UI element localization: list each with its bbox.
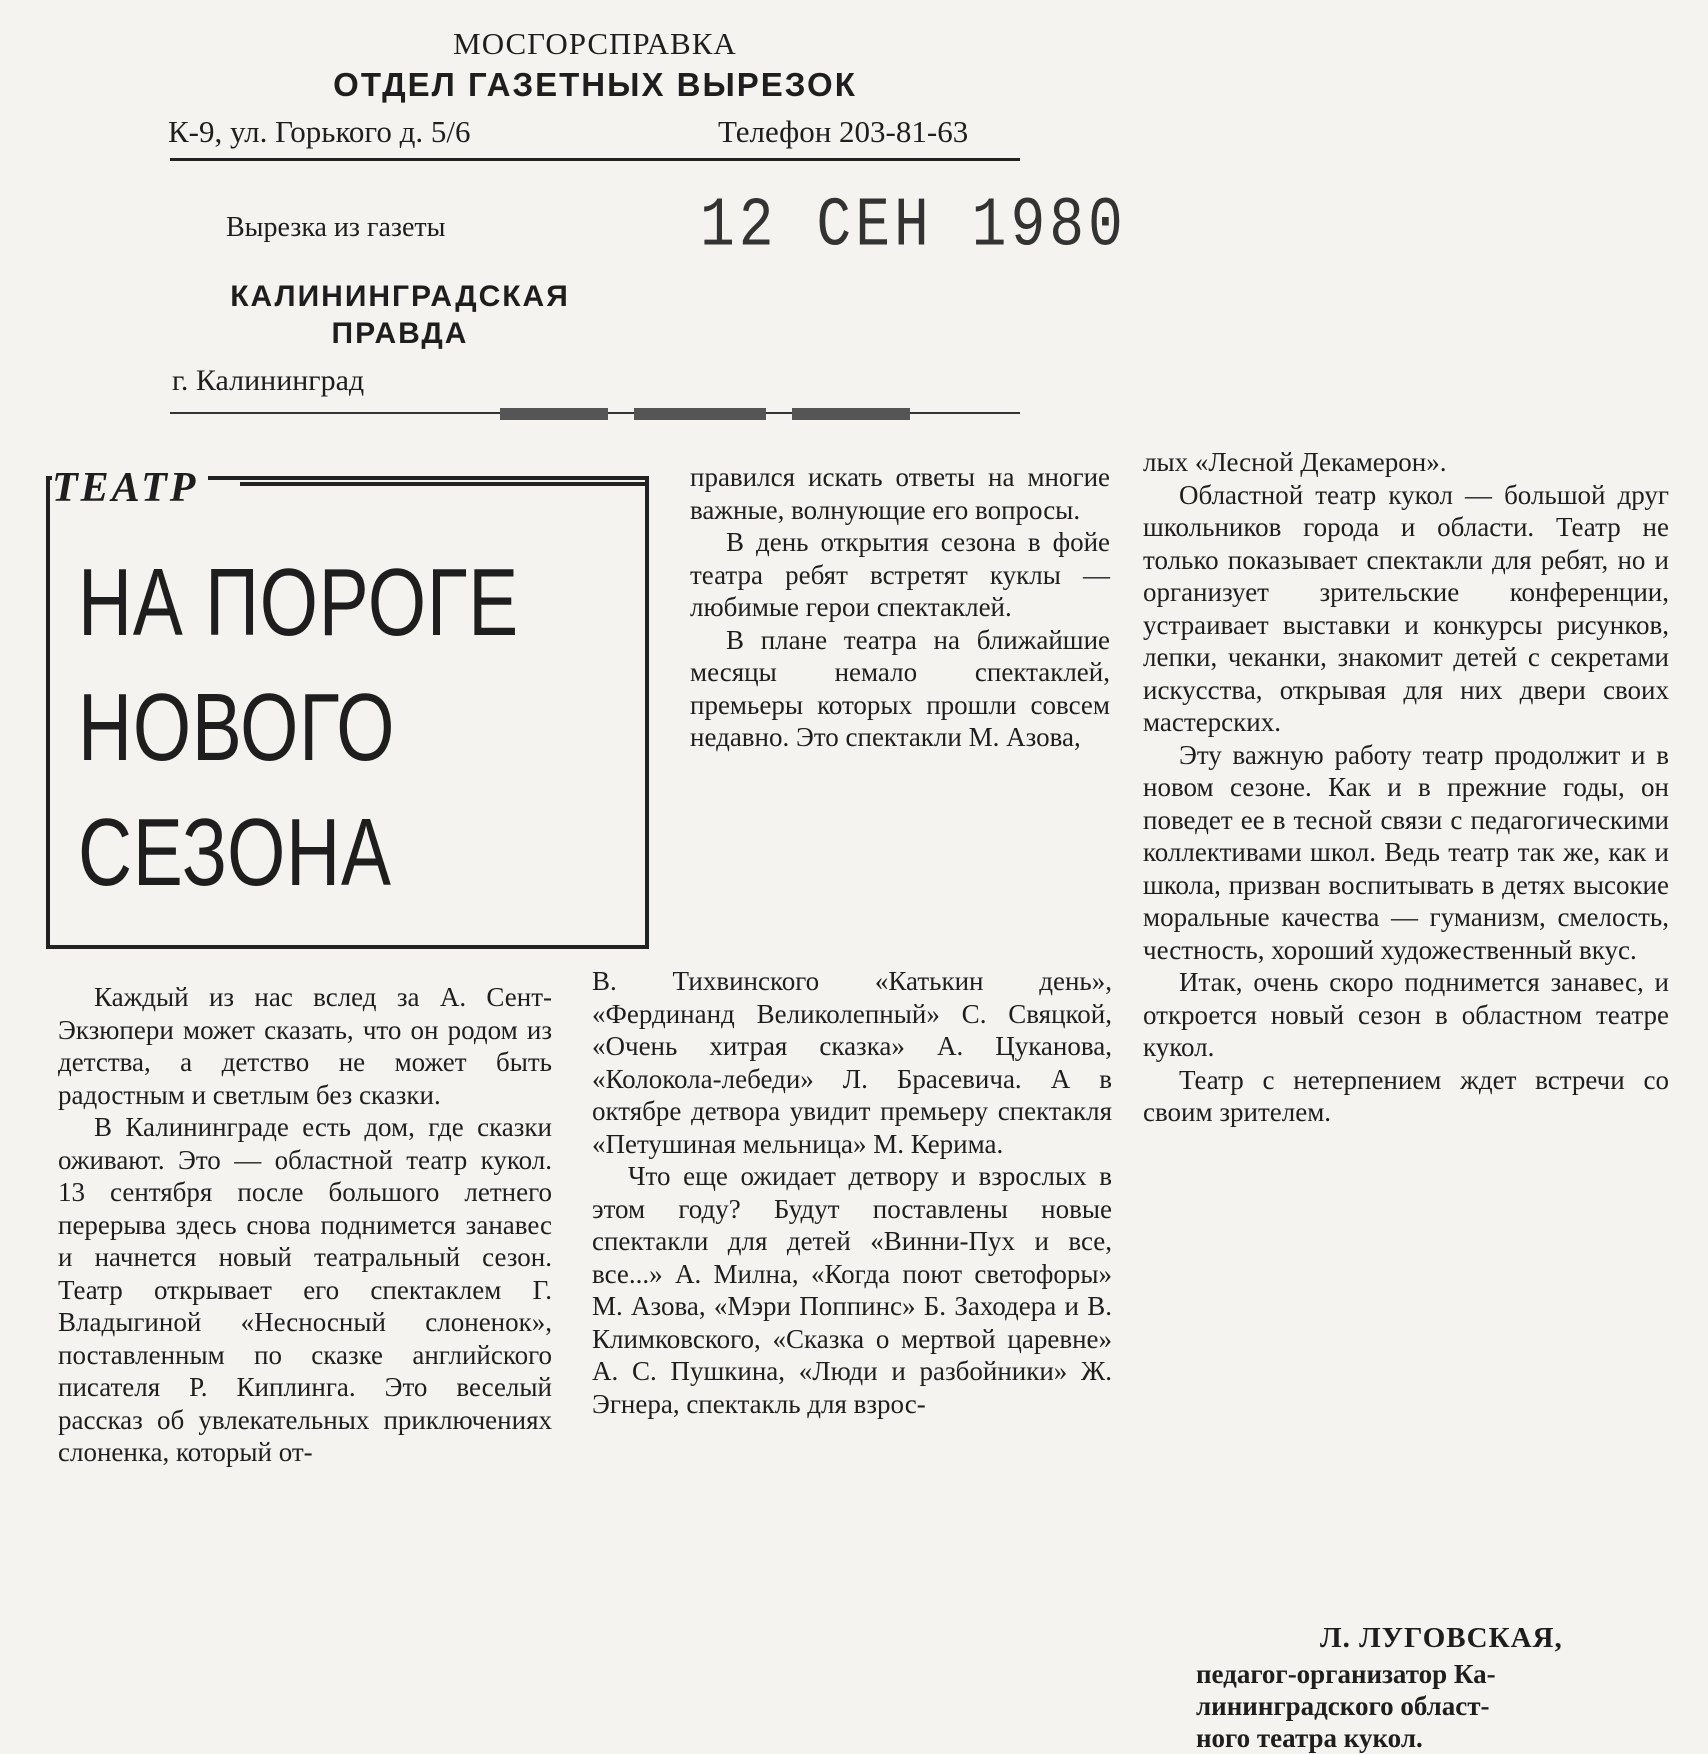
article-column-2-top <box>690 461 1110 754</box>
paragraph: В. Тихвинского «Катькин день», «Фердинанд Великолепный» С. Свяцкой, «Очень хитрая сказка» А. Цуканова, «Колокола-лебеди» Л. Брасевича. А в октябре детвора увидит премьеру спектакля «Петушиная мельница» М. Керима. <box>592 966 1112 1159</box>
headline-line: СЕЗОНА <box>78 799 392 906</box>
headline-line: НА ПОРОГЕ <box>78 549 519 656</box>
paragraph: В плане театра на ближайшие месяцы немало спектаклей, премьеры которых прошли совсем недавно. Это спектакли М. Азова, <box>690 624 1110 752</box>
newspaper-name-line: ПРАВДА <box>331 317 469 350</box>
paragraph: правился искать ответы на многие важные, волнующие его вопросы. <box>690 462 1110 525</box>
paragraph: В Калининграде есть дом, где сказки оживают. Это — областной театр кукол. 13 сентября после большого летнего перерыва здесь снова поднимется занавес и начнется новый театральный сезон. Театр открывает его спектаклем Г. Владыгиной «Несносный слоненок», поставленным по сказке английского писателя Р. Киплинга. Это веселый рассказ об увлекательных приключениях слоненка, который от- <box>58 1112 552 1467</box>
article-column-3 <box>1143 446 1669 1129</box>
author-role <box>1196 1658 1636 1754</box>
author-role-line: педагог-организатор Ка- <box>1196 1659 1496 1689</box>
paragraph: В день открытия сезона в фойе театра ребят встретят куклы — любимые герои спектаклей. <box>690 527 1110 622</box>
headline-line: НОВОГО <box>78 674 396 781</box>
paragraph: Что еще ожидает детвору и взрослых в этом году? Будут поставлены новые спектакли для детей «Винни-Пух и все, все...» А. Милна, «Когда поют светофоры» М. Азова, «Мэри Поппинс» Б. Заходера и В. Климковского, «Сказка о мертвой царевне» А. С. Пушкина, «Люди и разбойники» Ж. Эгнера, спектакль для взрос- <box>592 1161 1112 1419</box>
ink-smear <box>634 408 766 420</box>
article-column-2-bottom <box>592 965 1112 1420</box>
article-column-1 <box>58 981 552 1469</box>
author-role-line: лининградского област- <box>1196 1691 1490 1721</box>
newspaper-name-line: КАЛИНИНГРАДСКАЯ <box>230 280 570 313</box>
clipping-label: Вырезка из газеты <box>226 212 446 243</box>
paragraph: Эту важную работу театр продолжит и в новом сезоне. Как и в прежние годы, он поведет ее в тесной связи с педагогическими коллективами школ. Ведь театр так же, как и школа, призван воспитывать в детях высокие моральные качества — гуманизм, смелость, честность, хороший художественный вкус. <box>1143 739 1669 965</box>
newspaper-name <box>180 278 620 352</box>
paragraph: Областной театр кукол — большой друг школьников города и области. Театр не только показывает спектакли для ребят, но и организует зрительские конференции, устраивает выставки и конкурсы рисунков, лепки, чеканки, знакомит детей с секретами искусства, открывая для них двери своих мастерских. <box>1143 479 1669 737</box>
rubric-rule <box>240 482 645 486</box>
header-divider <box>170 158 1020 161</box>
paragraph: лых «Лесной Декамерон». <box>1143 447 1447 477</box>
author-role-line: ного театра кукол. <box>1196 1723 1423 1753</box>
headline <box>78 540 519 915</box>
address: К-9, ул. Горького д. 5/6 <box>168 114 471 149</box>
ink-smear <box>792 408 910 420</box>
paragraph: Каждый из нас вслед за А. Сент-Экзюпери может сказать, что он родом из детства, а детство не может быть радостным и светлым без сказки. <box>58 982 552 1110</box>
department-name: ОТДЕЛ ГАЗЕТНЫХ ВЫРЕЗОК <box>333 66 857 103</box>
rubric: ТЕАТР <box>52 464 208 512</box>
newspaper-city: г. Калининград <box>172 364 365 397</box>
phone: Телефон 203-81-63 <box>718 114 969 149</box>
ink-smear <box>500 408 608 420</box>
paragraph: Итак, очень скоро поднимется занавес, и откроется новый сезон в областном театре кукол. <box>1143 967 1669 1062</box>
paragraph: Театр с нетерпением ждет встречи со своим зрителем. <box>1143 1064 1669 1127</box>
date-stamp: 12 СЕН 1980 <box>700 188 1127 266</box>
author-name: Л. ЛУГОВСКАЯ, <box>1320 1622 1563 1654</box>
org-name: МОСГОРСПРАВКА <box>453 26 737 61</box>
